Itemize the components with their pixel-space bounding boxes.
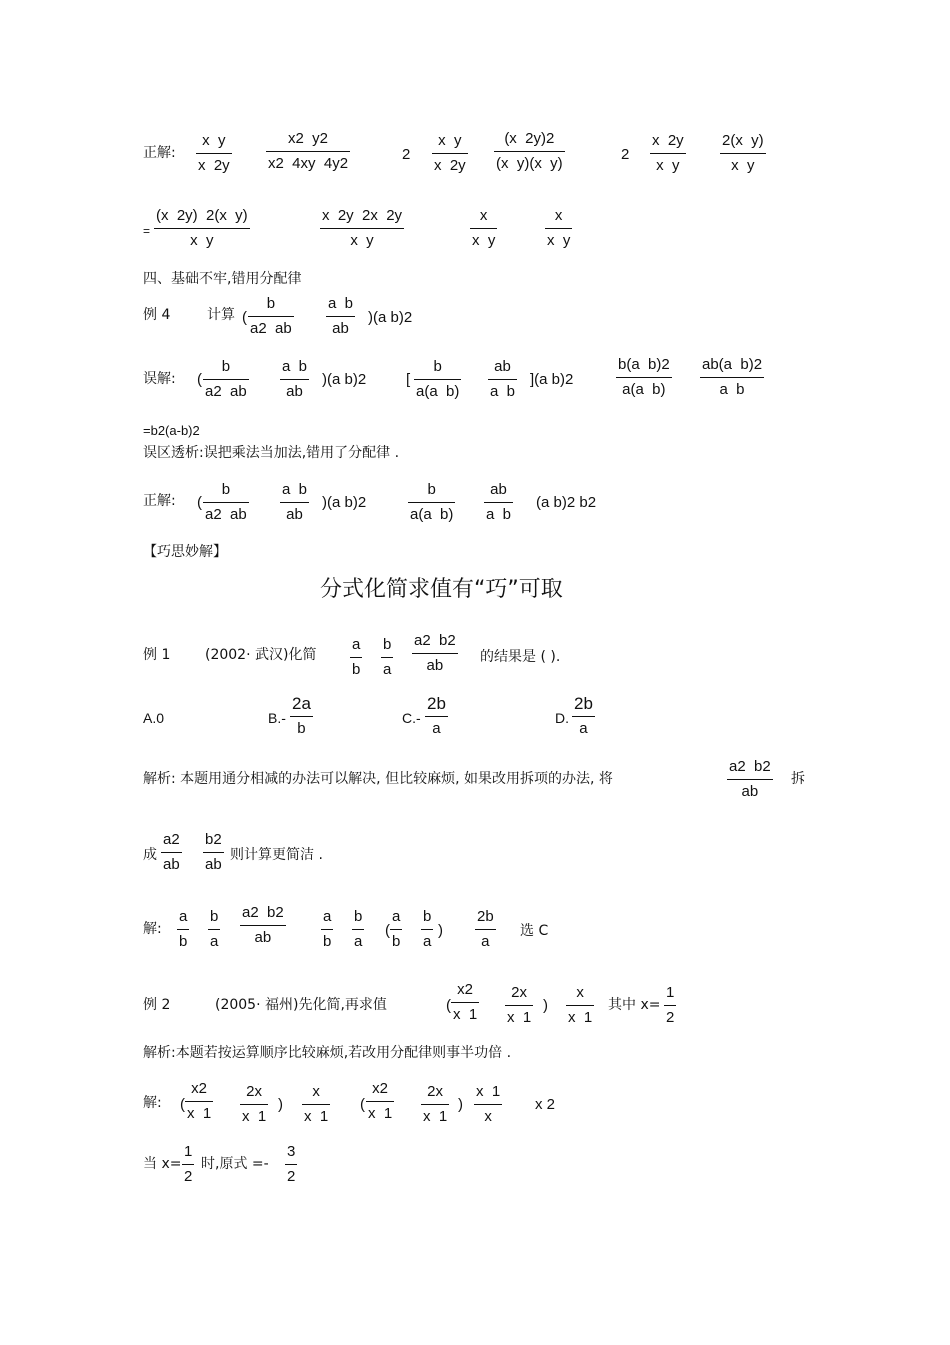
fraction: x y x 2y (198, 132, 230, 174)
fraction: x y x 2y (434, 132, 466, 174)
fraction: x2 x 1 (187, 1080, 212, 1122)
math-text: ) (543, 997, 548, 1014)
fraction: x2 y2 x2 4xy 4y2 (268, 130, 349, 172)
option-c-fraction: 2b a (427, 694, 446, 737)
fraction: a b ab (282, 358, 308, 400)
fraction: a b ab (282, 481, 308, 523)
fraction: b2 ab (205, 831, 222, 873)
fraction: a2 b2 ab (242, 904, 284, 946)
fraction: b a2 ab (205, 481, 247, 523)
section-tag: 【巧思妙解】 (143, 544, 227, 560)
fraction: 2x x 1 (507, 984, 532, 1026)
option-b-fraction: 2a b (292, 694, 311, 737)
fraction: 3 2 (287, 1143, 296, 1185)
fraction: a b (323, 908, 332, 950)
fraction: ab a b (486, 481, 512, 523)
math-text: ( (242, 309, 247, 326)
fraction: a b (179, 908, 188, 950)
analysis-text-split: 拆 (791, 771, 805, 787)
math-text: ( (446, 997, 451, 1014)
analysis-text-after: 则计算更简洁 . (230, 847, 323, 863)
final-mid: 时,原式 =- (201, 1156, 269, 1172)
fraction: ab a b (490, 358, 516, 400)
page-title: 分式化简求值有“巧”可取 (320, 577, 563, 602)
fraction: x 2y 2x 2y x y (322, 207, 403, 249)
fraction: x2 x 1 (453, 981, 478, 1023)
label-correct-1: 正解: (143, 145, 176, 161)
fraction: 2x x 1 (242, 1083, 267, 1125)
math-text: ](a b)2 (530, 371, 574, 388)
fraction: 2(x y) x y (722, 132, 764, 174)
fraction: a2 b2 ab (414, 632, 456, 674)
fraction: x x y (547, 207, 571, 249)
math-text: 2 (621, 146, 630, 163)
fraction: x 2y x y (652, 132, 684, 174)
math-text: ) (278, 1096, 283, 1113)
fraction: x 1 x (476, 1083, 501, 1125)
example-source: (2002· 武汉)化简 (205, 647, 317, 663)
fraction: b a (354, 908, 363, 950)
option-c-label: C.- (402, 710, 421, 726)
example-source: (2005· 福州)先化简,再求值 (215, 997, 387, 1013)
example-label: 例 2 (143, 997, 171, 1013)
fraction: b a(a b) (410, 481, 454, 523)
label-correct-2: 正解: (143, 493, 176, 509)
analysis-text: 解析: 本题用通分相减的办法可以解决, 但比较麻烦, 如果改用拆项的办法, 将 (143, 771, 613, 787)
fraction: b(a b)2 a(a b) (618, 356, 670, 398)
math-text: ) (438, 922, 443, 939)
fraction: a b ab (328, 295, 354, 337)
fraction: a2 ab (163, 831, 180, 873)
math-text: ) (458, 1096, 463, 1113)
fraction: a2 b2 ab (729, 758, 771, 800)
math-text: [ (406, 371, 411, 388)
analysis-text: 解析:本题若按运算顺序比较麻烦,若改用分配律则事半功倍 . (143, 1045, 512, 1061)
where-text: 其中 x= (608, 997, 661, 1013)
fraction: x2 x 1 (368, 1080, 393, 1122)
option-d-label: D. (555, 710, 569, 726)
fraction: a b (392, 908, 401, 950)
option-b-label: B.- (268, 710, 286, 726)
fraction: b a (210, 908, 219, 950)
fraction: x x 1 (304, 1083, 329, 1125)
example-label: 例 4 (143, 307, 171, 323)
error-note: 误区透析:误把乘法当加法,错用了分配律 . (143, 445, 400, 461)
label-wrong: 误解: (143, 371, 176, 387)
fraction: 1 2 (666, 984, 675, 1026)
option-a: A.0 (143, 710, 165, 726)
fraction: b a2 ab (250, 295, 292, 337)
fraction: b a (383, 636, 392, 678)
example-tail: 的结果是 ( ). (480, 649, 561, 665)
label-solution: 解: (143, 921, 162, 937)
math-text: ( (385, 922, 390, 939)
final-when: 当 x= (143, 1156, 182, 1172)
math-text: )(a b)2 (368, 309, 413, 326)
fraction: 1 2 (184, 1143, 193, 1185)
math-text: ( (360, 1096, 365, 1113)
section-heading: 四、基础不牢,错用分配律 (143, 271, 302, 287)
fraction: x x y (472, 207, 496, 249)
fraction: (x 2y) 2(x y) x y (156, 207, 248, 249)
math-text: )(a b)2 (322, 371, 367, 388)
fraction: b a (423, 908, 432, 950)
example-label: 例 1 (143, 647, 171, 663)
analysis-text-into: 成 (143, 847, 157, 863)
fraction: a b (352, 636, 361, 678)
math-text: (a b)2 b2 (536, 494, 597, 511)
fraction: b a2 ab (205, 358, 247, 400)
fraction: 2x x 1 (423, 1083, 448, 1125)
calc-label: 计算 (207, 307, 235, 323)
choice-text: 选 C (520, 923, 549, 939)
math-text: )(a b)2 (322, 494, 367, 511)
fraction: x x 1 (568, 984, 593, 1026)
equals-sign: = (143, 224, 151, 238)
math-text: ( (197, 371, 202, 388)
fraction: ab(a b)2 a b (702, 356, 763, 398)
option-d-fraction: 2b a (574, 694, 593, 737)
math-text: x 2 (535, 1096, 556, 1113)
math-text: ( (197, 494, 202, 511)
fraction: 2b a (477, 908, 494, 950)
label-solution: 解: (143, 1095, 162, 1111)
math-text: 2 (402, 146, 411, 163)
fraction: b a(a b) (416, 358, 460, 400)
wrong-result: =b2(a-b)2 (143, 423, 200, 438)
math-text: ( (180, 1096, 185, 1113)
fraction: (x 2y)2 (x y)(x y) (496, 130, 563, 172)
